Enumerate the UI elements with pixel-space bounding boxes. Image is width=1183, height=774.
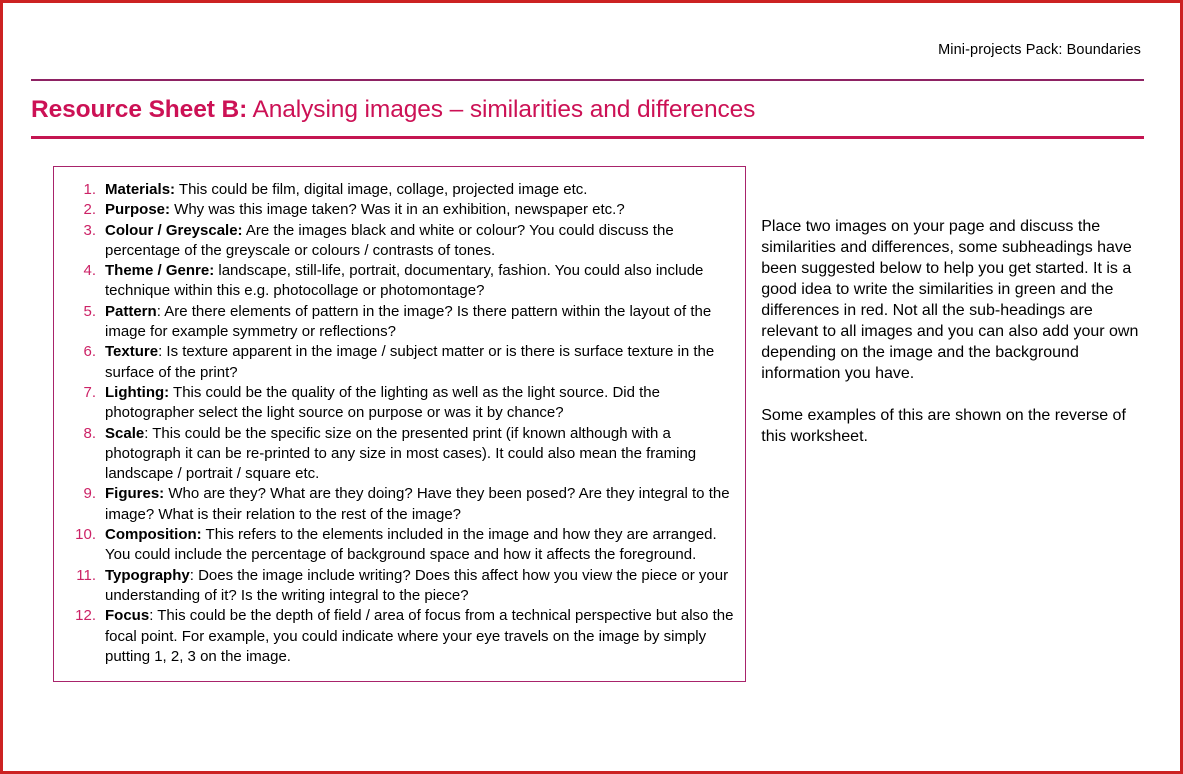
list-item-text	[105, 424, 736, 485]
list-item-text	[105, 484, 736, 525]
instructions-note	[761, 166, 1143, 447]
list-item-text	[105, 606, 736, 667]
list-item-body: landscape, still-life, portrait, documentary, fashion. You could also include technique within this e.g. photocollage or photomontage?	[105, 262, 704, 300]
list-item-number: 3.	[83, 221, 96, 239]
list-item-number: 12.	[75, 607, 96, 625]
list-item	[63, 221, 736, 262]
list-item-body: Are the images black and white or colour? You could discuss the percentage of the greyscale or colours / contrasts of tones.	[105, 221, 674, 259]
list-item-body: This could be film, digital image, collage, projected image etc.	[175, 181, 588, 198]
list-item-body: : Does the image include writing? Does this affect how you view the piece or your understanding of it? Is the writing integral to the piece?	[105, 566, 729, 604]
title-divider-rule	[31, 136, 1144, 139]
list-item-number: 2.	[83, 201, 96, 219]
list-item-text	[105, 221, 736, 262]
list-item-text	[105, 200, 736, 220]
list-item	[63, 383, 736, 424]
list-item-term: Lighting:	[105, 383, 170, 401]
list-item-term: Pattern	[105, 302, 157, 320]
page-title-prefix: Resource Sheet B:	[31, 96, 248, 123]
list-item-number: 9.	[83, 485, 96, 503]
instructions-paragraph-2: Some examples of this are shown on the reverse of this worksheet.	[761, 407, 1126, 445]
list-item-number: 11.	[76, 566, 96, 584]
list-item-number: 6.	[83, 343, 96, 361]
list-item-body: This could be the quality of the lighting as well as the light source. Did the photographer select the light source on purpose or was it by chance?	[105, 383, 660, 422]
list-item-term: Figures:	[105, 485, 165, 503]
running-header: Mini-projects Pack: Boundaries	[938, 42, 1141, 58]
list-item-number: 5.	[83, 302, 96, 320]
list-item	[63, 566, 736, 607]
list-item-term: Typography	[105, 566, 190, 584]
page-content	[3, 3, 1180, 771]
list-item-text	[105, 525, 736, 566]
list-item	[63, 302, 736, 343]
list-item-body: Who are they? What are they doing? Have they been posed? Are they integral to the image? What is their relation to the rest of the image?	[105, 485, 730, 523]
list-item-body: : Is texture apparent in the image / subject matter or is there is surface texture in the surface of the print?	[105, 343, 715, 381]
title-block	[31, 81, 1143, 125]
list-item-term: Composition:	[105, 526, 202, 544]
list-item	[63, 424, 736, 485]
criteria-list	[63, 180, 736, 667]
list-item-number: 7.	[83, 383, 96, 401]
list-item-number: 10.	[75, 526, 96, 544]
list-item-number: 1.	[83, 181, 96, 198]
list-item	[63, 484, 736, 525]
list-item	[63, 525, 736, 566]
page-title	[31, 95, 1143, 125]
list-item-term: Materials:	[105, 181, 176, 198]
list-item-text	[105, 302, 736, 343]
list-item-number: 4.	[83, 262, 96, 280]
list-item	[63, 606, 736, 667]
list-item-body: : Are there elements of pattern in the image? Is there pattern within the layout of the image for example symmetry or reflections?	[105, 302, 712, 341]
list-item	[63, 200, 736, 220]
list-item-text	[105, 261, 736, 302]
list-item-number: 8.	[83, 424, 96, 442]
list-item-text	[105, 566, 736, 607]
list-item	[63, 342, 736, 383]
list-item-term: Scale	[105, 424, 145, 442]
list-item-term: Colour / Greyscale:	[105, 221, 243, 239]
list-item-body: This refers to the elements included in the image and how they are arranged. You could include the percentage of background space and how it affects the foreground.	[105, 526, 717, 564]
list-item-text	[105, 383, 736, 424]
criteria-box	[53, 166, 746, 682]
list-item-text	[105, 342, 736, 383]
page-title-subject: Analysing images – similarities and differences	[247, 96, 756, 123]
list-item-text	[105, 180, 736, 200]
list-item-term: Theme / Genre:	[105, 262, 215, 280]
list-item	[63, 261, 736, 302]
body-columns	[31, 166, 1143, 682]
list-item-body: : This could be the depth of field / area of focus from a technical perspective but also the focal point. For example, you could indicate where your eye travels on the image by simply putting 1, 2, 3 on the image.	[105, 607, 734, 665]
list-item	[63, 180, 736, 200]
list-item-body: : This could be the specific size on the presented print (if known although with a photograph it can be re-printed to any size in most cases). It could also mean the framing landscape / portrait / square etc.	[105, 424, 697, 483]
list-item-term: Texture	[105, 343, 159, 361]
list-item-term: Focus	[105, 607, 150, 625]
list-item-term: Purpose:	[105, 201, 171, 219]
instructions-paragraph-1: Place two images on your page and discuss the similarities and differences, some subheadings have been suggested below to help you get started. It is a good idea to write the similarities in green and the differences in red. Not all the sub-headings are relevant to all images and you can also add your own depending on the image and the background information you have.	[761, 218, 1139, 382]
list-item-body: Why was this image taken? Was it in an exhibition, newspaper etc.?	[170, 201, 625, 219]
